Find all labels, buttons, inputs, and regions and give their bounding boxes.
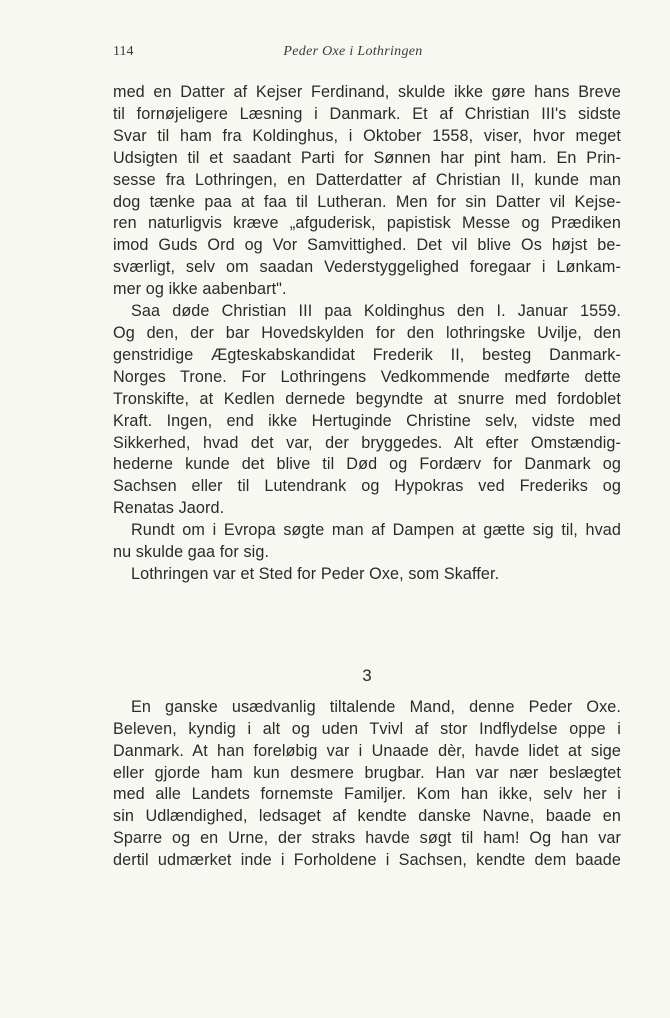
text-line: mer og ikke aabenbart". [113, 280, 287, 299]
text-line: imod Guds Ord og Vor Samvittighed. Det vil blive Os højst be- [113, 236, 621, 255]
text-line: Lothringen var et Sted for Peder Oxe, som Skaffer. [131, 564, 500, 583]
text-line: sin Udlændighed, ledsaget af kendte danske Navne, baade en [113, 807, 621, 826]
text-line: hederne kunde det blive til Død og Fordærv for Danmark og [113, 455, 621, 474]
body-text [113, 82, 621, 872]
text-line: eller gjorde ham kun desmere brugbar. Han var nær beslægtet [113, 763, 621, 782]
text-line: med en Datter af Kejser Ferdinand, skulde ikke gøre hans Breve [113, 83, 621, 101]
text-line: Saa døde Christian III paa Koldinghus den I. Januar 1559. [131, 302, 621, 321]
text-line: sværligt, selv om saadan Vederstyggelighed foregaar i Lønkam- [113, 258, 621, 277]
text-line: Rundt om i Evropa søgte man af Dampen at gætte sig til, hvad [131, 521, 621, 540]
text-line: Udsigten til et saadant Parti for Sønnen har pint ham. En Prin- [113, 148, 621, 167]
page-number: 114 [113, 44, 134, 59]
text-line: Renatas Jaord. [113, 499, 225, 518]
text-line: Norges Trone. For Lothringens Vedkommende medførte dette [113, 367, 621, 386]
text-line: Danmark. At han foreløbig var i Unaade dèr, havde lidet at sige [113, 741, 621, 760]
text-line: dertil udmærket inde i Forholdene i Sachsen, kendte dem baade [113, 851, 621, 870]
running-title: Peder Oxe i Lothringen [283, 44, 423, 59]
text-line: Tronskifte, at Kedlen dernede begyndte at snurre med fordoblet [113, 389, 621, 408]
text-line: Kraft. Ingen, end ikke Hertuginde Christine selv, vidste med [113, 411, 621, 430]
text-line: genstridige Ægteskabskandidat Frederik II, besteg Danmark- [113, 345, 621, 364]
text-line: til fornøjeligere Læsning i Danmark. Et af Christian III's sidste [113, 104, 621, 123]
text-line: En ganske usædvanlig tiltalende Mand, denne Peder Oxe. [131, 697, 621, 716]
text-line: med alle Landets fornemste Familjer. Kom han ikke, selv her i [113, 785, 621, 804]
text-line: sesse fra Lothringen, en Datterdatter af Christian II, kunde man [113, 170, 621, 189]
text-line: Beleven, kyndig i alt og uden Tvivl af stor Indflydelse oppe i [113, 719, 621, 738]
section-number: 3 [362, 665, 372, 685]
text-line: Sachsen eller til Lutendrank og Hypokras ved Frederiks og [113, 477, 621, 496]
text-line: Og den, der bar Hovedskylden for den lothringske Uvilje, den [113, 323, 621, 342]
text-line: nu skulde gaa for sig. [113, 543, 270, 562]
text-line: ren naturligvis kræve „afguderisk, papistisk Messe og Prædiken [113, 214, 621, 233]
text-line: Svar til ham fra Koldinghus, i Oktober 1558, viser, hvor meget [113, 126, 621, 145]
text-line: dog tænke paa at faa til Lutheran. Men for sin Datter vil Kejse- [113, 192, 621, 211]
text-line: Sikkerhed, hvad det var, der bryggedes. Alt efter Omstændig- [113, 433, 621, 452]
text-line: Sparre og en Urne, der straks havde søgt til ham! Og han var [113, 829, 621, 848]
